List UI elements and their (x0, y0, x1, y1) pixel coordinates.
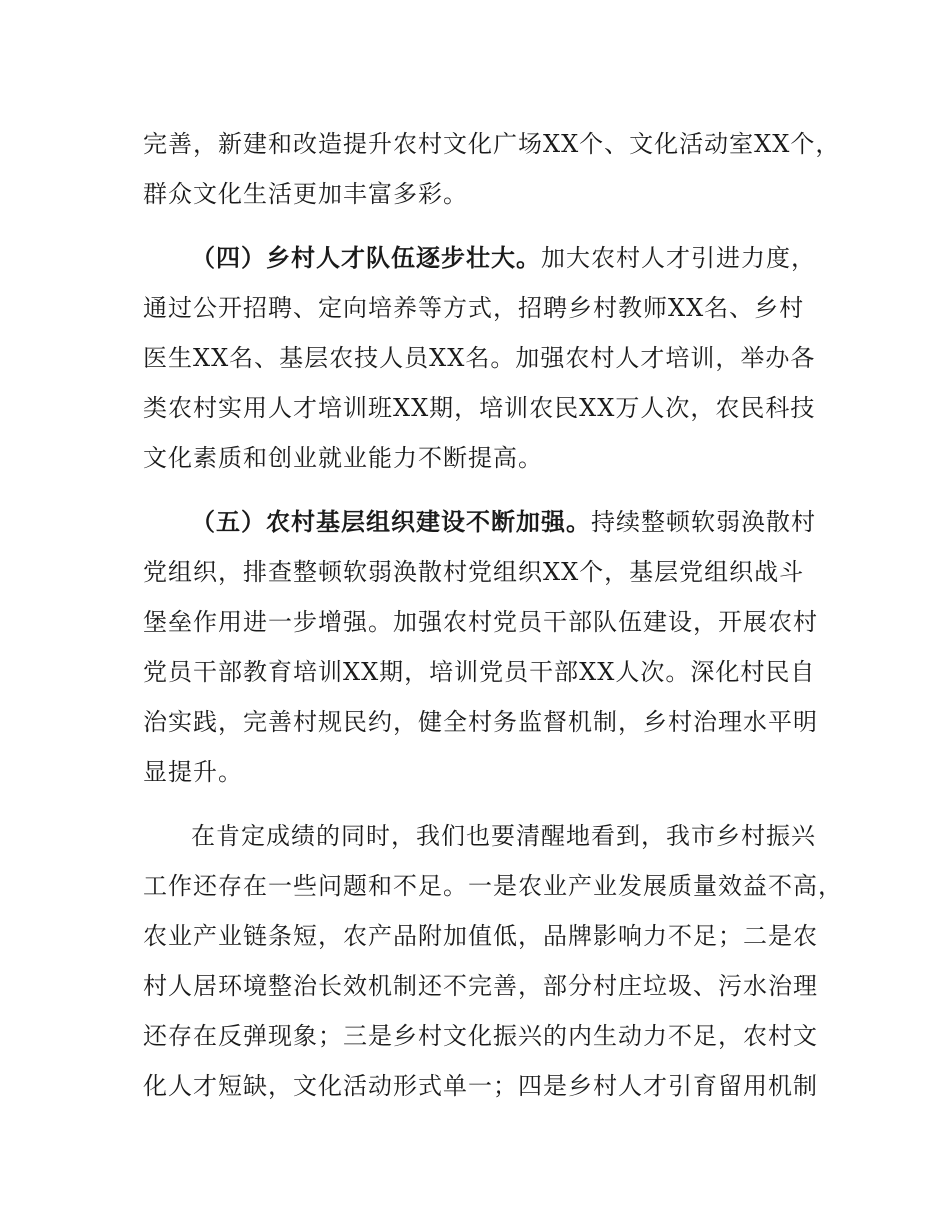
paragraph-4-line-5: 还存在反弹现象；三是乡村文化振兴的内生动力不足，农村文 (143, 1022, 818, 1050)
paragraph-3-line-1-text: 持续整顿软弱涣散村 (591, 508, 816, 536)
paragraph-3-line-5: 治实践，完善村规民约，健全村务监督机制，乡村治理水平明 (143, 708, 818, 736)
paragraph-3-heading: （五）农村基层组织建设不断加强。 (191, 508, 591, 536)
paragraph-4-line-3: 农业产业链条短，农产品附加值低，品牌影响力不足；二是农 (143, 922, 818, 950)
paragraph-4-line-6: 化人才短缺，文化活动形式单一；四是乡村人才引育留用机制 (143, 1072, 818, 1100)
paragraph-2-line-4: 类农村实用人才培训班XX期，培训农民XX万人次，农民科技 (143, 394, 816, 422)
paragraph-1-line-1: 完善，新建和改造提升农村文化广场XX个、文化活动室XX个， (143, 130, 841, 158)
paragraph-4-line-4: 村人居环境整治长效机制还不完善，部分村庄垃圾、污水治理 (143, 972, 818, 1000)
paragraph-2-heading: （四）乡村人才队伍逐步壮大。 (191, 244, 541, 272)
paragraph-2-line-5: 文化素质和创业就业能力不断提高。 (143, 444, 543, 472)
paragraph-3-line-6: 显提升。 (143, 758, 243, 786)
paragraph-4-line-1: 在肯定成绩的同时，我们也要清醒地看到，我市乡村振兴 (191, 822, 816, 850)
paragraph-3-line-4: 党员干部教育培训XX期，培训党员干部XX人次。深化村民自 (143, 658, 816, 686)
paragraph-2-line-2: 通过公开招聘、定向培养等方式，招聘乡村教师XX名、乡村 (143, 294, 805, 322)
paragraph-2-line-1 (191, 238, 891, 278)
paragraph-2-line-1-text: 加大农村人才引进力度， (541, 244, 816, 272)
paragraph-1-line-2: 群众文化生活更加丰富多彩。 (143, 180, 468, 208)
paragraph-3-line-2: 党组织，排查整顿软弱涣散村党组织XX个，基层党组织战斗 (143, 558, 805, 586)
paragraph-3-line-1 (191, 502, 891, 542)
paragraph-4-line-2: 工作还存在一些问题和不足。一是农业产业发展质量效益不高， (143, 872, 843, 900)
paragraph-3-line-3: 堡垒作用进一步增强。加强农村党员干部队伍建设，开展农村 (143, 608, 818, 636)
paragraph-2-line-3: 医生XX名、基层农技人员XX名。加强农村人才培训，举办各 (143, 344, 816, 372)
